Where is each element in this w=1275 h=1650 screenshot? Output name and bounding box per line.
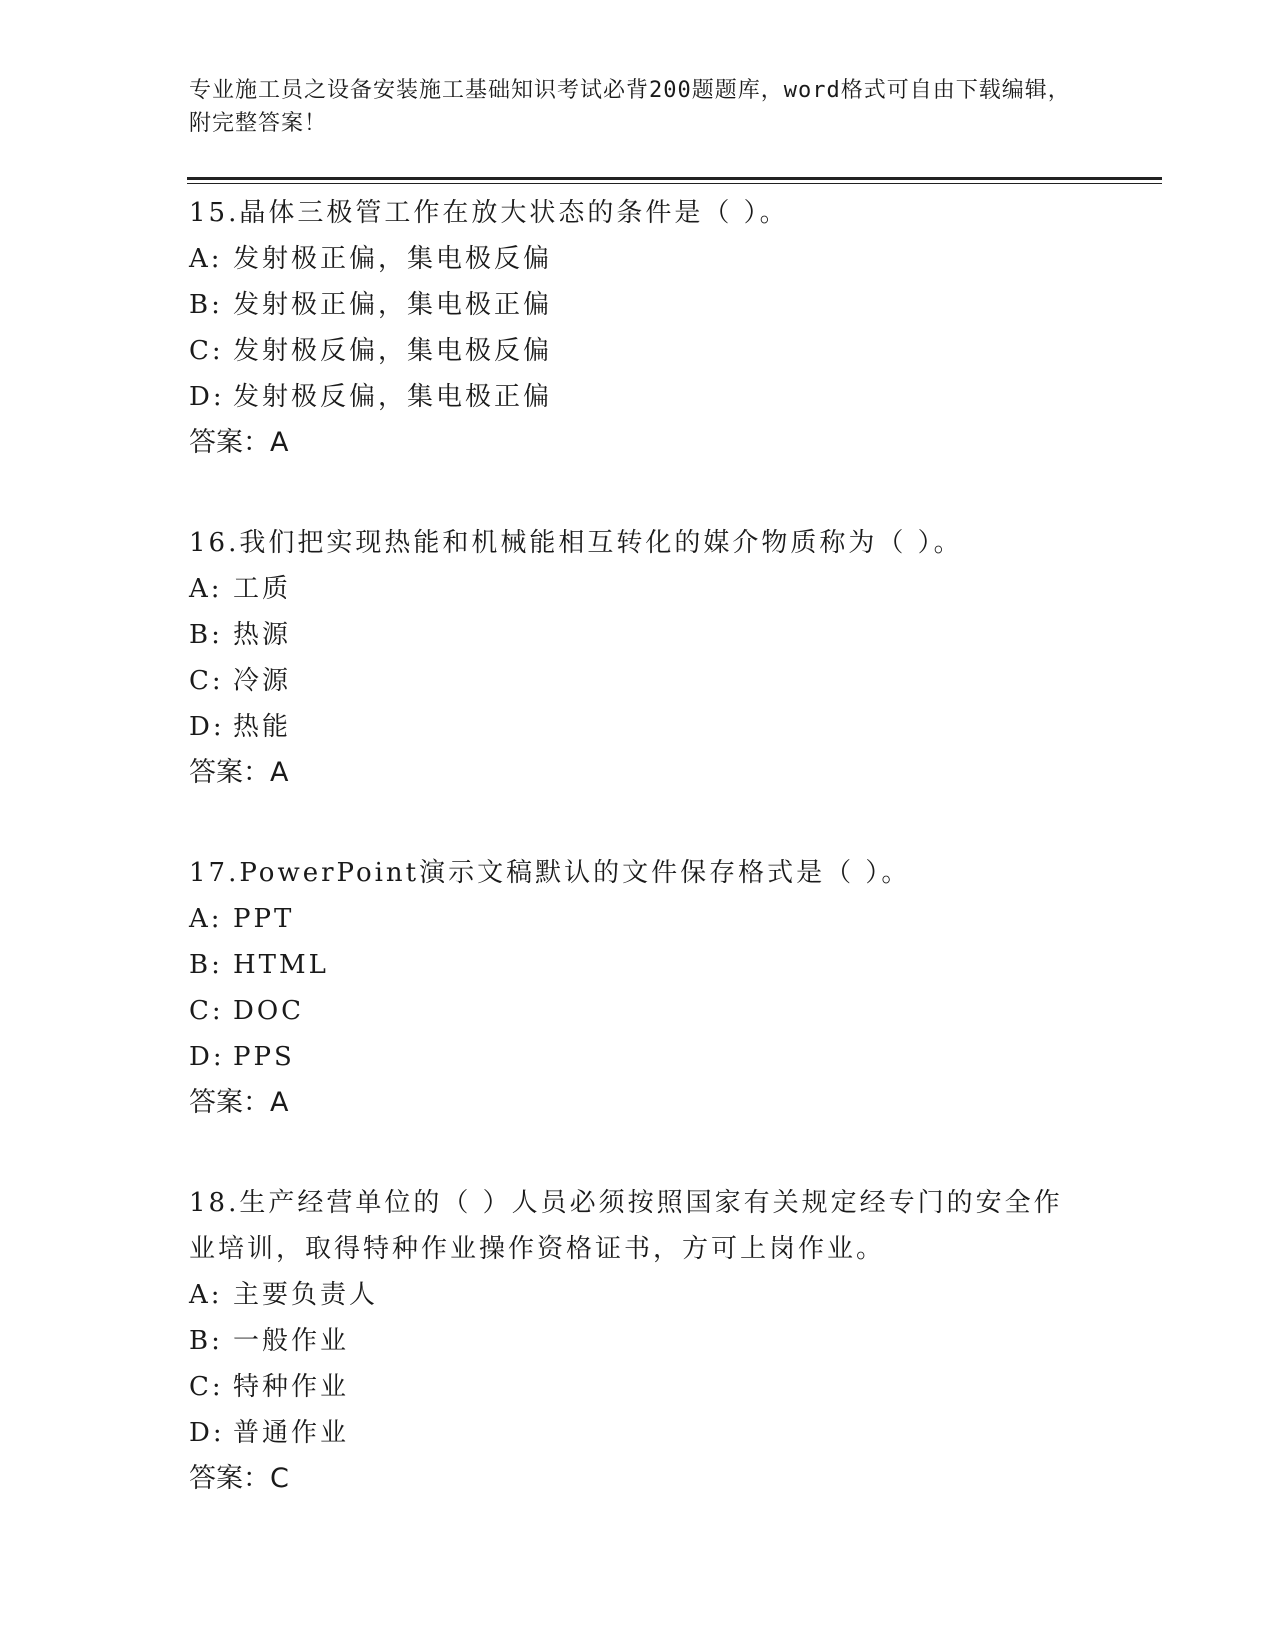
option-c [189, 988, 1089, 1034]
answer-line: 答案：A [189, 1087, 289, 1118]
document-header: 专业施工员之设备安装施工基础知识考试必背200题题库，word格式可自由下载编辑，附完整答案！ [189, 78, 1071, 136]
option-text: PPS [233, 1042, 295, 1072]
option-text: 普通作业 [233, 1418, 350, 1448]
option-letter: B: [189, 290, 223, 320]
option-text: 热源 [233, 620, 292, 650]
option-letter: B: [189, 1326, 223, 1356]
option-d [189, 374, 1089, 420]
option-b [189, 942, 1089, 988]
question-stem: 17.PowerPoint演示文稿默认的文件保存格式是（ ）。 [189, 858, 911, 888]
option-text: PPT [233, 904, 295, 934]
option-text: 热能 [233, 712, 292, 742]
option-letter: C: [189, 336, 224, 366]
option-text: 发射极正偏，集电极反偏 [233, 244, 553, 274]
option-letter: A: [189, 574, 223, 604]
question-stem: 18.生产经营单位的（ ）人员必须按照国家有关规定经专门的安全作业培训，取得特种作业操作资格证书，方可上岗作业。 [189, 1188, 1063, 1264]
option-letter: D: [189, 712, 225, 742]
option-d [189, 704, 1089, 750]
question-17 [189, 850, 1089, 1126]
option-a [189, 896, 1089, 942]
option-d [189, 1034, 1089, 1080]
option-letter: B: [189, 620, 223, 650]
option-letter: C: [189, 1372, 224, 1402]
option-text: 工质 [233, 574, 292, 604]
question-15 [189, 190, 1089, 466]
option-c [189, 328, 1089, 374]
option-text: 冷源 [233, 666, 292, 696]
option-text: DOC [233, 996, 305, 1026]
answer-line: 答案：A [189, 757, 289, 788]
option-letter: D: [189, 1042, 225, 1072]
answer-line: 答案：A [189, 427, 289, 458]
option-text: 发射极反偏，集电极正偏 [233, 382, 553, 412]
option-letter: C: [189, 666, 224, 696]
question-list [189, 190, 1089, 1556]
question-18 [189, 1180, 1089, 1502]
option-letter: A: [189, 1280, 223, 1310]
question-stem: 15.晶体三极管工作在放大状态的条件是（ ）。 [189, 198, 789, 228]
option-d [189, 1410, 1089, 1456]
answer-line: 答案：C [189, 1463, 289, 1494]
option-letter: A: [189, 244, 223, 274]
option-a [189, 566, 1089, 612]
question-16 [189, 520, 1089, 796]
header-divider-thin [187, 183, 1162, 184]
option-a [189, 1272, 1089, 1318]
option-letter: C: [189, 996, 224, 1026]
option-b [189, 1318, 1089, 1364]
header-divider-thick [187, 177, 1162, 180]
question-stem: 16.我们把实现热能和机械能相互转化的媒介物质称为（ ）。 [189, 528, 963, 558]
option-c [189, 658, 1089, 704]
option-text: 发射极反偏，集电极反偏 [233, 336, 553, 366]
option-text: 一般作业 [233, 1326, 350, 1356]
option-c [189, 1364, 1089, 1410]
option-text: HTML [233, 950, 329, 980]
option-letter: B: [189, 950, 223, 980]
option-a [189, 236, 1089, 282]
option-text: 特种作业 [233, 1372, 350, 1402]
option-b [189, 282, 1089, 328]
option-b [189, 612, 1089, 658]
option-letter: D: [189, 382, 225, 412]
option-text: 主要负责人 [233, 1280, 379, 1310]
option-letter: D: [189, 1418, 225, 1448]
option-letter: A: [189, 904, 223, 934]
option-text: 发射极正偏，集电极正偏 [233, 290, 553, 320]
